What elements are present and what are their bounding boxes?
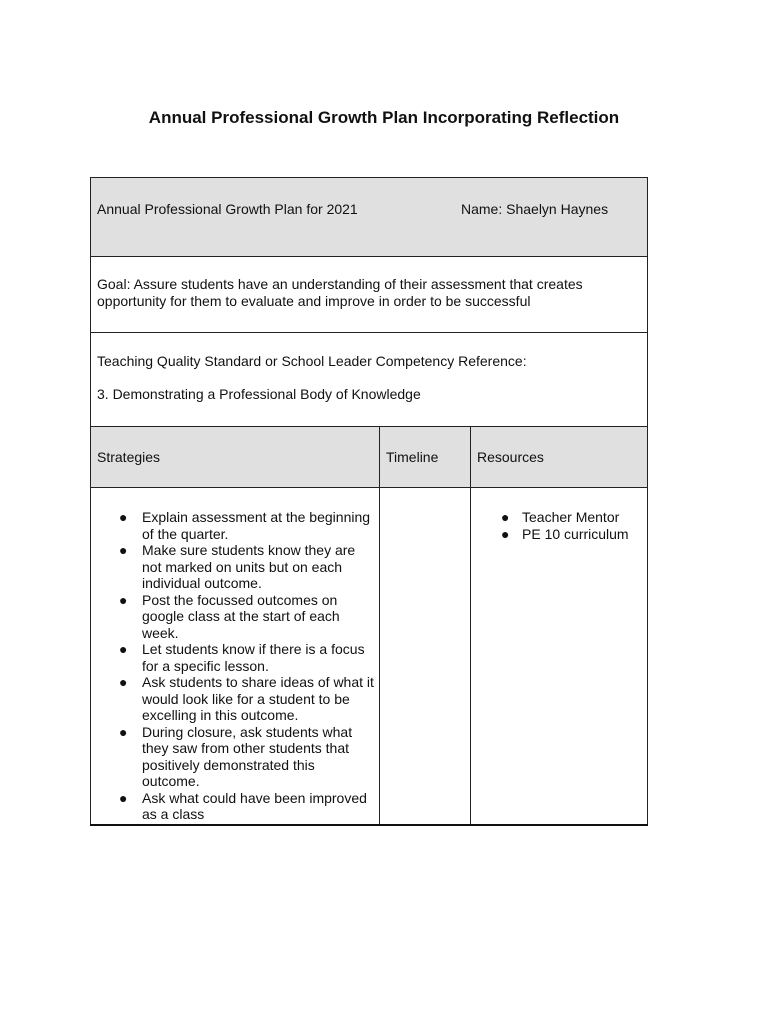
bullet-icon: ● <box>119 789 128 806</box>
plan-header-cell <box>91 178 648 257</box>
strategy-text: Ask what could have been improved as a class <box>142 789 367 822</box>
timeline-cell <box>380 488 471 826</box>
strategies-header: Strategies <box>97 448 161 465</box>
resource-text: Teacher Mentor <box>522 509 620 525</box>
timeline-header: Timeline <box>386 448 439 465</box>
resources-header: Resources <box>477 448 544 465</box>
goal-text: Goal: Assure students have an understanding of their assessment that creates opportunity for them to evaluate and improve in order to be successful <box>97 276 583 309</box>
standard-label: Teaching Quality Standard or School Leader Competency Reference: <box>97 353 527 369</box>
strategies-cell <box>91 488 380 826</box>
list-item <box>91 674 379 724</box>
list-item <box>91 509 379 542</box>
strategies-list <box>91 488 379 823</box>
list-item <box>471 509 647 526</box>
strategy-text: Ask students to share ideas of what it would look like for a student to be excelling in this outcome. <box>142 674 374 723</box>
bullet-icon: ● <box>119 542 128 558</box>
bullet-icon: ● <box>501 509 510 525</box>
bullet-icon: ● <box>501 525 510 542</box>
resource-text: PE 10 curriculum <box>522 525 629 542</box>
resources-list <box>471 488 647 542</box>
bullet-icon: ● <box>119 591 128 608</box>
standard-row <box>91 333 648 427</box>
column-header-row <box>91 427 648 488</box>
list-item <box>91 592 379 642</box>
list-item <box>91 790 379 823</box>
strategy-text: Make sure students know they are not marked on units but on each individual outcome. <box>142 542 356 591</box>
list-item <box>91 724 379 790</box>
plan-header-row <box>91 178 648 257</box>
resources-header-cell <box>471 427 648 488</box>
goal-row <box>91 257 648 333</box>
strategy-text: Explain assessment at the beginning of the quarter. <box>142 509 371 542</box>
strategies-header-cell <box>91 427 380 488</box>
strategy-text: Post the focussed outcomes on google class at the start of each week. <box>142 591 340 641</box>
plan-year-label: Annual Professional Growth Plan for 2021 <box>97 201 358 217</box>
growth-plan-table <box>90 177 648 826</box>
list-item <box>471 526 647 543</box>
document-title: Annual Professional Growth Plan Incorporating Reflection <box>148 108 620 127</box>
timeline-header-cell <box>380 427 471 488</box>
bullet-icon: ● <box>119 723 128 740</box>
goal-cell <box>91 257 648 333</box>
timeline-value <box>380 488 470 508</box>
list-item <box>91 641 379 674</box>
bullet-icon: ● <box>119 641 128 657</box>
standard-cell <box>91 333 648 427</box>
list-item <box>91 542 379 592</box>
content-row <box>91 488 648 826</box>
standard-reference: 3. Demonstrating a Professional Body of Knowledge <box>97 385 421 402</box>
teacher-name-label: Name: Shaelyn Haynes <box>461 201 609 217</box>
resources-cell <box>471 488 648 826</box>
strategy-text: During closure, ask students what they saw from other students that positively demonstrated this outcome. <box>142 723 353 789</box>
bullet-icon: ● <box>119 674 128 690</box>
strategy-text: Let students know if there is a focus for a specific lesson. <box>142 641 365 674</box>
bullet-icon: ● <box>119 509 128 525</box>
